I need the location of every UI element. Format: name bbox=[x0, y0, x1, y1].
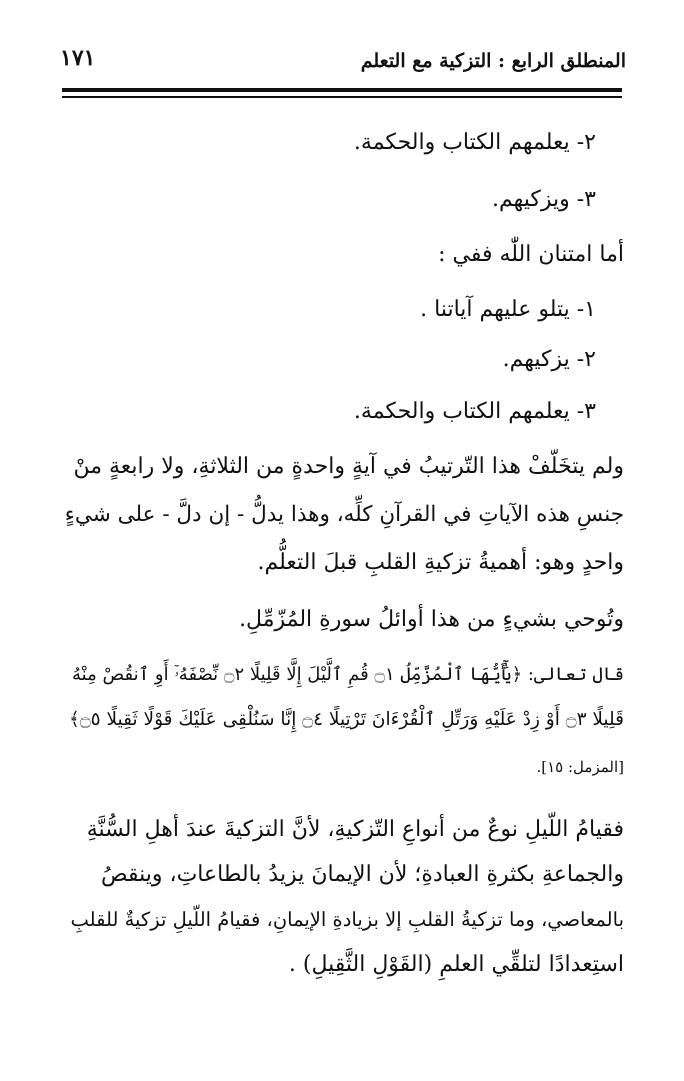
list-item-recite: ١- يتلو عليهم آياتنا . bbox=[420, 297, 596, 322]
header-rule-thin bbox=[62, 96, 622, 98]
verse-reference: [المزمل: ١٥]. bbox=[536, 758, 624, 776]
quran-verse-line: قال تعالى: ﴿يَٰٓأَيُّهَا ٱلْمُزَّمِّلُ ۝١ قُمِ ٱلَّيْلَ إِلَّا قَلِيلًا ۝٢ نِّصْفَهُۥٓ أَوِ ٱنقُصْ مِنْهُ bbox=[72, 664, 624, 685]
list-item-purify: ٣- ويزكيهم. bbox=[491, 187, 596, 212]
page-number: ١٧١ bbox=[60, 45, 96, 71]
list-item-teach-2: ٣- يعلمهم الكتاب والحكمة. bbox=[353, 399, 596, 424]
paragraph-line: واحدٍ وهو: أهميةُ تزكيةِ القلبِ قبلَ التعلُّم. bbox=[257, 550, 624, 575]
paragraph-line: استِعدادًا لتلقِّي العلمِ (القَوْلِ الثَّقِيلِ) . bbox=[288, 952, 624, 977]
paragraph-line: جنسِ هذه الآياتِ في القرآنِ كلِّه، وهذا يدلُّ - إن دلَّ - على شيءٍ bbox=[64, 502, 624, 527]
quran-verse-line: قَلِيلًا ۝٣ أَوْ زِدْ عَلَيْهِ وَرَتِّلِ ٱلْقُرْءَانَ تَرْتِيلًا ۝٤ إِنَّا سَنُلْقِى عَلَيْكَ قَوْلًا ثَقِيلًا ۝٥﴾ bbox=[69, 709, 624, 730]
header-rule-thick bbox=[62, 88, 622, 92]
list-item-teach: ٢- يعلمهم الكتاب والحكمة. bbox=[353, 130, 596, 155]
paragraph-line: فقيامُ اللّيلِ نوعٌ من أنواعِ التّزكيةِ، لأنَّ التزكيةَ عندَ أهلِ السُّنَّةِ bbox=[86, 817, 624, 842]
section-intro: أما امتنان اللّٰه ففي : bbox=[438, 242, 624, 267]
paragraph-line: ولم يتخَلّفْ هذا التّرتيبُ في آيةٍ واحدةٍ من الثلاثةِ، ولا رابعةٍ منْ bbox=[73, 454, 624, 479]
paragraph-line: والجماعةِ بكثرةِ العبادةِ؛ لأن الإيمانَ يزيدُ بالطاعاتِ، وينقصُ bbox=[101, 862, 624, 887]
paragraph-line: وتُوحي بشيءٍ من هذا أوائلُ سورةِ المُزّمِّلِ. bbox=[239, 607, 624, 632]
running-header-title: المنطلق الرابع : التزكية مع التعلم bbox=[360, 50, 626, 72]
paragraph-line: بالمعاصي، وما تزكيةُ القلبِ إلا بزيادةِ الإيمانِ، فقيامُ اللّيلِ تزكيةٌ للقلبِ bbox=[70, 908, 624, 931]
list-item-purify-2: ٢- يزكيهم. bbox=[502, 347, 596, 372]
